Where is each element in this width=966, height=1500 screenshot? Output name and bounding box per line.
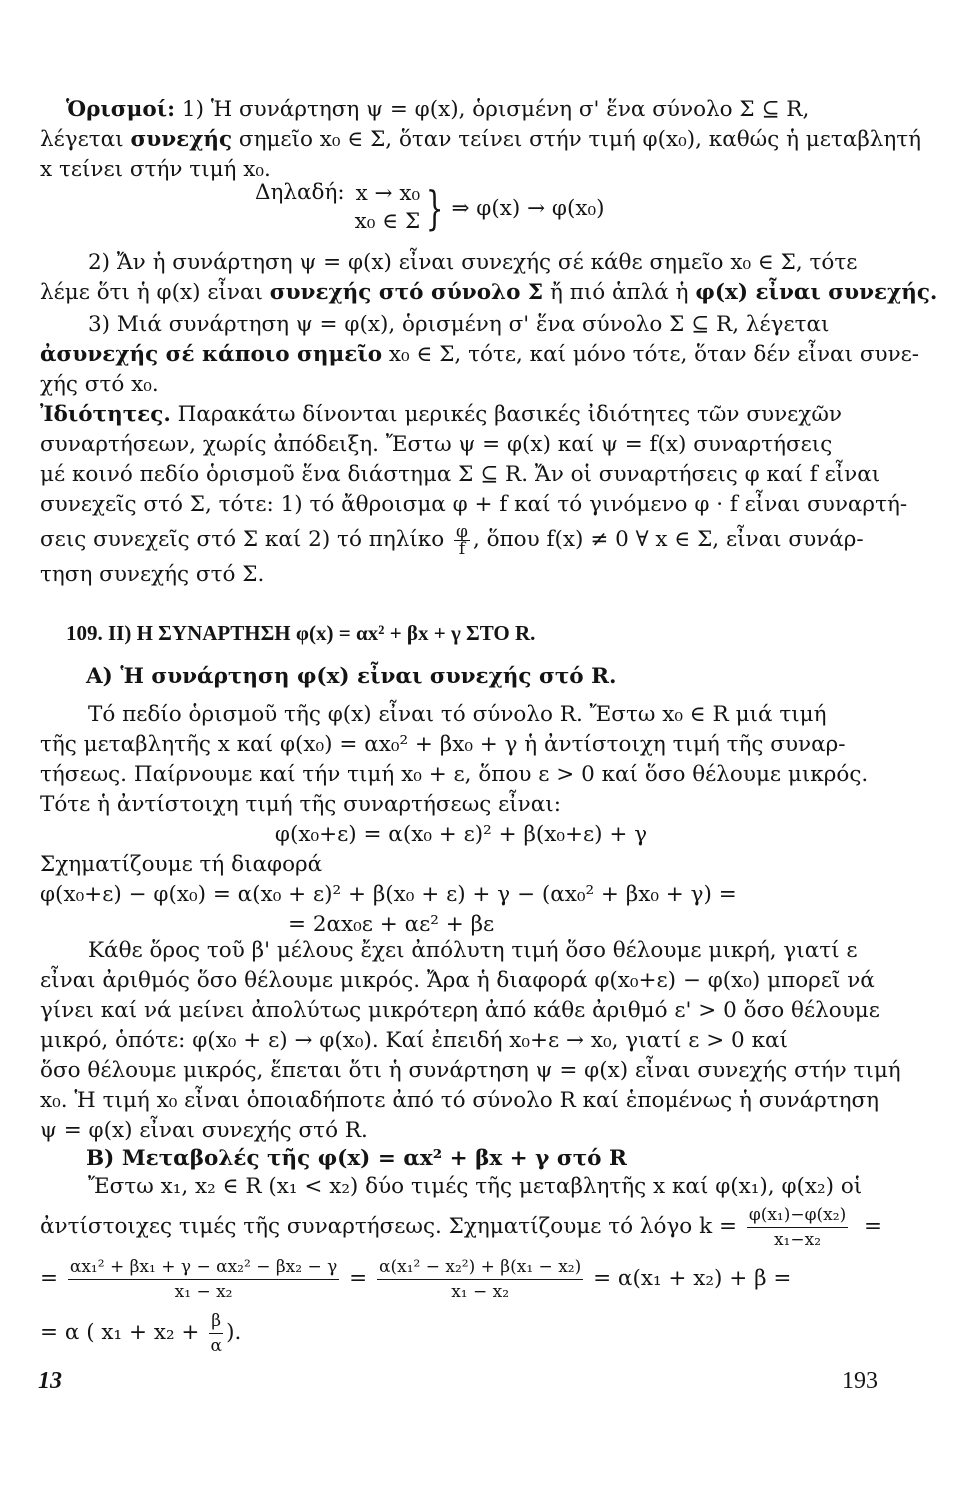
subsection-a-label: Α) Ἡ συνάρτηση φ(x) εἶναι συνεχής στό R.: [86, 664, 617, 689]
text-line: εἶναι ἀριθμός ὅσο θέλουμε μικρός. Ἄρα ἡ διαφορά φ(x₀+ε) − φ(x₀) μπορεῖ νά: [40, 968, 875, 993]
definition-paragraph-2: [40, 248, 938, 308]
text-line: Τό πεδίο ὁρισμοῦ τῆς φ(x) εἶναι τό σύνολο R. Ἔστω x₀ ∈ R μιά τιμή: [88, 702, 827, 727]
text-line: Κάθε ὅρος τοῦ β' μέλους ἔχει ἀπόλυτη τιμή ὅσο θέλουμε μικρή, γιατί ε: [88, 938, 858, 963]
equals-sign: =: [40, 1266, 59, 1291]
fraction-numerator: φ(x₁)−φ(x₂): [747, 1203, 848, 1228]
text-line: συνεχεῖς στό Σ, τότε: 1) τό ἄθροισμα φ + f καί τό γινόμενο φ · f εἶναι συναρτή-: [40, 492, 908, 517]
bold-term: φ(x) εἶναι συνεχής.: [695, 280, 938, 305]
factored-fraction: [377, 1255, 583, 1304]
text-line: γίνει καί νά μείνει ἀπολύτως μικρότερη ἀπό κάθε ἀριθμό ε' > 0 ὅσο θέλουμε: [40, 998, 880, 1023]
text-line: Ἔστω x₁, x₂ ∈ R (x₁ < x₂) δύο τιμές τῆς μεταβλητῆς x καί φ(x₁), φ(x₂) οἱ: [88, 1174, 863, 1199]
text-line: ψ = φ(x) εἶναι συνεχής στό R.: [40, 1118, 368, 1143]
quotient-fraction: [454, 521, 470, 559]
definition-paragraph-1: [40, 95, 922, 185]
formula-result: ⇒ φ(x) → φ(x₀): [451, 195, 605, 221]
proof-paragraph-b: [40, 936, 901, 1146]
section-title: 109. II) Η ΣΥΝΑΡΤΗΣΗ φ(x) = αx² + βx + γ ΣΤΟ R.: [66, 621, 536, 645]
signature-number: 13: [38, 1368, 62, 1394]
text-line: ἀντίστοιχες τιμές τῆς συναρτήσεως. Σχηματίζουμε τό λόγο k =: [40, 1214, 737, 1239]
definition-formula: [255, 180, 605, 236]
text-line: λέμε ὅτι ἡ φ(x) εἶναι: [40, 280, 270, 305]
bold-term: ἀσυνεχής σέ κάποιο σημεῖο: [40, 342, 383, 367]
beta-over-alpha-fraction: [209, 1309, 223, 1358]
text-line: , ὅπου f(x) ≠ 0 ∀ x ∈ Σ, εἶναι συνάρ-: [472, 527, 864, 552]
definitions-heading: Ὁρισμοί:: [66, 97, 176, 122]
bold-term: συνεχής: [130, 127, 233, 152]
text-line: 3) Μιά συνάρτηση ψ = φ(x), ὁρισμένη σ' ἕνα σύνολο Σ ⊆ R, λέγεται: [88, 312, 830, 337]
text-line: ).: [226, 1320, 242, 1345]
fraction-denominator: x₁ − x₂: [451, 1281, 510, 1302]
equation-1: φ(x₀+ε) = α(x₀ + ε)² + β(x₀+ε) + γ: [274, 822, 648, 847]
fraction-numerator: φ: [456, 521, 468, 542]
proof-paragraph-a: [40, 700, 882, 940]
fraction-numerator: β: [209, 1309, 223, 1334]
text-line: λέγεται: [40, 127, 131, 152]
equation-3: = 2αx₀ε + αε² + βε: [288, 912, 495, 937]
text-line: χής στό x₀.: [40, 372, 159, 397]
text-line: συναρτήσεων, χωρίς ἀπόδειξη. Ἔστω ψ = φ(x) καί ψ = f(x) συναρτήσεις: [40, 432, 833, 457]
text-line: x τείνει στήν τιμή x₀.: [40, 157, 271, 182]
fraction-denominator: f: [458, 538, 466, 559]
text-line: 2) Ἄν ἡ συνάρτηση ψ = φ(x) εἶναι συνεχής σέ κάθε σημεῖο x₀ ∈ Σ, τότε: [88, 250, 858, 275]
equation-2: φ(x₀+ε) − φ(x₀) = α(x₀ + ε)² + β(x₀ + ε) + γ − (αx₀² + βx₀ + γ) =: [40, 882, 737, 907]
text-line: ἤ πιό ἁπλά ἡ: [543, 280, 696, 305]
text-line: μέ κοινό πεδίο ὁρισμοῦ ἕνα διάστημα Σ ⊆ R. Ἄν οἱ συναρτήσεις φ καί f εἶναι: [40, 462, 881, 487]
formula-bottom: x₀ ∈ Σ: [354, 209, 421, 234]
fraction-numerator: αx₁² + βx₁ + γ − αx₂² − βx₂ − γ: [68, 1255, 339, 1280]
text-line: 1) Ἡ συνάρτηση ψ = φ(x), ὁρισμένη σ' ἕνα σύνολο Σ ⊆ R,: [175, 97, 810, 122]
properties-paragraph: [40, 400, 908, 590]
fraction-denominator: x₁−x₂: [773, 1229, 822, 1250]
text-line: σημεῖο x₀ ∈ Σ, ὅταν τείνει στήν τιμή φ(x₀), καθώς ἡ μεταβλητή: [232, 127, 922, 152]
properties-heading: Ἰδιότητες.: [40, 402, 171, 427]
formula-label: Δηλαδή:: [255, 180, 345, 205]
page-number: 193: [842, 1368, 878, 1394]
text-line: τῆς μεταβλητῆς x καί φ(x₀) = αx₀² + βx₀ + γ ἡ ἀντίστοιχη τιμή τῆς συναρ-: [40, 732, 846, 757]
subsection-a-title: [86, 662, 866, 692]
bold-term: συνεχής στό σύνολο Σ: [269, 280, 544, 305]
text-line: x₀ ∈ Σ, τότε, καί μόνο τότε, ὅταν δέν εἶναι συνε-: [382, 342, 920, 367]
text-line: = α(x₁ + x₂) + β =: [593, 1266, 792, 1291]
text-line: Σχηματίζουμε τή διαφορά: [40, 852, 323, 877]
text-line: Τότε ἡ ἀντίστοιχη τιμή τῆς συναρτήσεως εἶναι:: [40, 792, 561, 817]
formula-top: x → x₀: [355, 181, 421, 206]
equals-sign: =: [349, 1266, 368, 1291]
fraction-denominator: α: [210, 1335, 222, 1356]
subsection-b-title: [86, 1144, 866, 1174]
definition-paragraph-3: [40, 310, 920, 400]
text-line: x₀. Ἡ τιμή x₀ εἶναι ὁποιαδήποτε ἀπό τό σύνολο R καί ἑπομένως ἡ συνάρτηση: [40, 1088, 880, 1113]
text-line: = α ( x₁ + x₂ +: [40, 1320, 200, 1345]
subsection-b-label: Β) Μεταβολές τῆς φ(x) = αx² + βx + γ στό R: [86, 1146, 627, 1171]
text-line: Παρακάτω δίνονται μερικές βασικές ἰδιότητες τῶν συνεχῶν: [170, 402, 842, 427]
equals-sign: =: [863, 1214, 882, 1239]
text-line: μικρό, ὁπότε: φ(x₀ + ε) → φ(x₀). Καί ἐπειδή x₀+ε → x₀, γιατί ε > 0 καί: [40, 1028, 788, 1053]
fraction-denominator: x₁ − x₂: [174, 1281, 233, 1302]
expanded-fraction: [68, 1255, 339, 1304]
ratio-fraction: [747, 1203, 848, 1252]
text-line: ὅσο θέλουμε μικρός, ἕπεται ὅτι ἡ συνάρτηση ψ = φ(x) εἶναι συνεχής στήν τιμή: [40, 1058, 901, 1083]
fraction-numerator: α(x₁² − x₂²) + β(x₁ − x₂): [377, 1255, 583, 1280]
variation-paragraph: [40, 1172, 882, 1360]
text-line: τήσεως. Παίρνουμε καί τήν τιμή x₀ + ε, ὅπου ε > 0 καί ὅσο θέλουμε μικρός.: [40, 762, 869, 787]
brace-icon: }: [426, 181, 444, 235]
text-line: τηση συνεχής στό Σ.: [40, 562, 265, 587]
text-line: σεις συνεχεῖς στό Σ καί 2) τό πηλίκο: [40, 527, 445, 552]
